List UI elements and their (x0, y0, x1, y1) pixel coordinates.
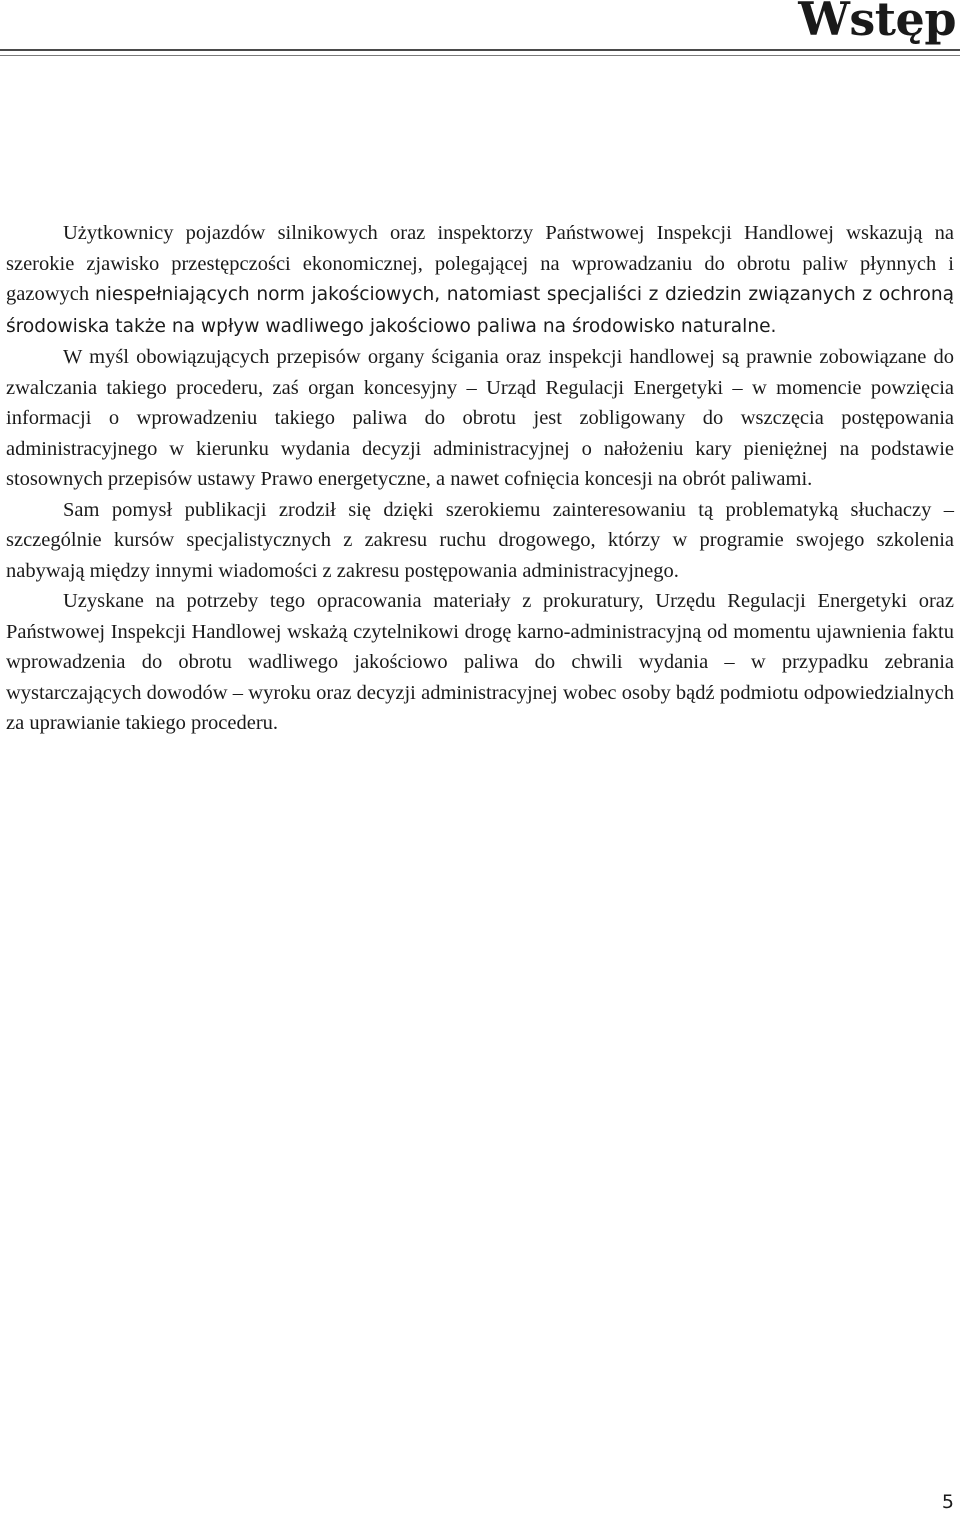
paragraph-3: Sam pomysł publikacji zrodził się dzięki szerokiemu zainteresowaniu tą problematyką słuchaczy – szczególnie kursów specjalistycznych z zakresu ruchu drogowego, którzy w programie swojego szkolenia nabywają między innymi wiadomości z zakresu postępowania administracyjnego. (6, 498, 954, 582)
paragraph-1-part-sans: niespełniających norm jakościowych, natomiast specjaliści z dziedzin związanych z ochroną środowiska także na wpływ wadliwego jakościowo paliwa na środowisko naturalne. (6, 284, 954, 337)
paragraph-1-part-serif: Użytkownicy pojazdów silnikowych oraz inspektorzy Państwowej Inspekcji Handlowej wskazują na szerokie zjawisko przestępczości ekonomicznej, polegającej na wprowadzaniu do obrotu paliw płynnych i gazowych (6, 222, 954, 305)
page-title: Wstęp (798, 0, 956, 46)
paragraph-2: W myśl obowiązujących przepisów organy ścigania oraz inspekcji handlowej są prawnie zobowiązane do zwalczania takiego procederu, zaś organ koncesyjny – Urząd Regulacji Energetyki – w momencie powzięcia informacji o wprowadzeniu takiego paliwa do obrotu jest zobligowany do wszczęcia postępowania administracyjnego w kierunku wydania decyzji administracyjnej o nałożeniu kary pieniężnej na podstawie stosownych przepisów ustawy Prawo energetyczne, a nawet cofnięcia koncesji na obrót paliwami. (6, 346, 954, 490)
paragraph-4: Uzyskane na potrzeby tego opracowania materiały z prokuratury, Urzędu Regulacji Energetyki oraz Państwowej Inspekcji Handlowej wskażą czytelnikowi drogę karno-administracyjną od momentu ujawnienia faktu wprowadzenia do obrotu wadliwego jakościowo paliwa do chwili wydania – w przypadku zebrania wystarczających dowodów – wyroku oraz decyzji administracyjnej wobec osoby bądź podmiotu odpowiedzialnych za uprawianie takiego procederu. (6, 590, 954, 734)
header-rule (0, 49, 960, 51)
body-text (6, 218, 954, 739)
paragraph-1 (6, 218, 954, 342)
header-rule-secondary (0, 55, 960, 56)
page-number: 5 (941, 1491, 954, 1513)
